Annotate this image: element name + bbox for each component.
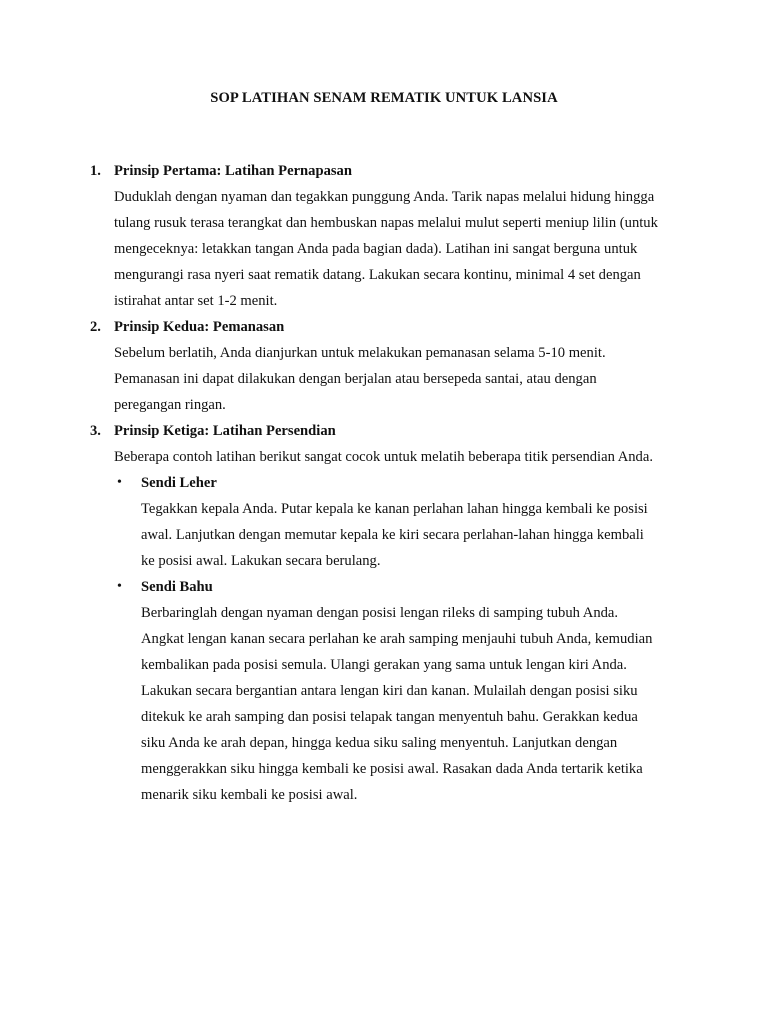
paragraph-line: Pemanasan ini dapat dilakukan dengan berjalan atau bersepeda santai, atau dengan: [114, 371, 597, 387]
paragraph-line: menarik siku kembali ke posisi awal.: [141, 787, 358, 803]
paragraph-line: mengeceknya: letakkan tangan Anda pada bagian dada). Latihan ini sangat berguna untuk: [114, 241, 638, 257]
bullet-icon: •: [117, 475, 122, 490]
section-latihan-persendian: [88, 418, 688, 808]
paragraph-line: kembalikan pada posisi semula. Ulangi gerakan yang sama untuk lengan kiri Anda.: [141, 657, 627, 673]
subsection-sendi-bahu: [88, 574, 688, 808]
paragraph-line: Sebelum berlatih, Anda dianjurkan untuk melakukan pemanasan selama 5-10 menit.: [114, 345, 606, 361]
subsection-heading: Sendi Bahu: [141, 579, 213, 595]
subsection-heading: Sendi Leher: [141, 475, 217, 491]
section-latihan-pernapasan: [88, 158, 688, 314]
paragraph-line: menggerakkan siku hingga kembali ke posisi awal. Rasakan dada Anda tertarik ketika: [141, 761, 643, 777]
paragraph-line: mengurangi rasa nyeri saat rematik datang. Lakukan secara kontinu, minimal 4 set dengan: [114, 267, 641, 283]
document-body: [88, 158, 688, 808]
section-number: 1.: [90, 163, 101, 179]
paragraph-line: Duduklah dengan nyaman dan tegakkan punggung Anda. Tarik napas melalui hidung hingga: [114, 189, 655, 205]
paragraph-line: Angkat lengan kanan secara perlahan ke arah samping menjauhi tubuh Anda, kemudian: [141, 631, 653, 647]
section-heading: Prinsip Pertama: Latihan Pernapasan: [114, 163, 352, 179]
paragraph-line: tulang rusuk terasa terangkat dan hembuskan napas melalui mulut seperti meniup lilin (untuk: [114, 215, 658, 231]
paragraph-line: ke posisi awal. Lakukan secara berulang.: [141, 553, 381, 569]
paragraph-line: siku Anda ke arah depan, hingga kedua siku saling menyentuh. Lanjutkan dengan: [141, 735, 618, 751]
paragraph-line: ditekuk ke arah samping dan posisi telapak tangan menyentuh bahu. Gerakkan kedua: [141, 709, 638, 725]
section-pemanasan: [88, 314, 688, 418]
paragraph-line: awal. Lanjutkan dengan memutar kepala ke kiri secara perlahan-lahan hingga kembali: [141, 527, 644, 543]
subsection-paragraph: [141, 496, 681, 574]
bullet-icon: •: [117, 579, 122, 594]
paragraph-line: Tegakkan kepala Anda. Putar kepala ke kanan perlahan lahan hingga kembali ke posisi: [141, 501, 648, 517]
paragraph-line: Lakukan secara bergantian antara lengan kiri dan kanan. Mulailah dengan posisi siku: [141, 683, 638, 699]
section-heading: Prinsip Ketiga: Latihan Persendian: [114, 423, 336, 439]
document-title: SOP LATIHAN SENAM REMATIK UNTUK LANSIA: [210, 90, 558, 106]
section-number: 3.: [90, 423, 101, 439]
section-paragraph: [114, 444, 680, 470]
paragraph-line: Berbaringlah dengan nyaman dengan posisi lengan rileks di samping tubuh Anda.: [141, 605, 619, 621]
section-number: 2.: [90, 319, 101, 335]
section-paragraph: [114, 184, 680, 314]
subsection-sendi-leher: [88, 470, 688, 574]
paragraph-line: Beberapa contoh latihan berikut sangat cocok untuk melatih beberapa titik persendian Anda.: [114, 449, 653, 465]
paragraph-line: peregangan ringan.: [114, 397, 226, 413]
subsection-paragraph: [141, 600, 681, 808]
section-heading: Prinsip Kedua: Pemanasan: [114, 319, 285, 335]
section-paragraph: [114, 340, 680, 418]
paragraph-line: istirahat antar set 1-2 menit.: [114, 293, 278, 309]
